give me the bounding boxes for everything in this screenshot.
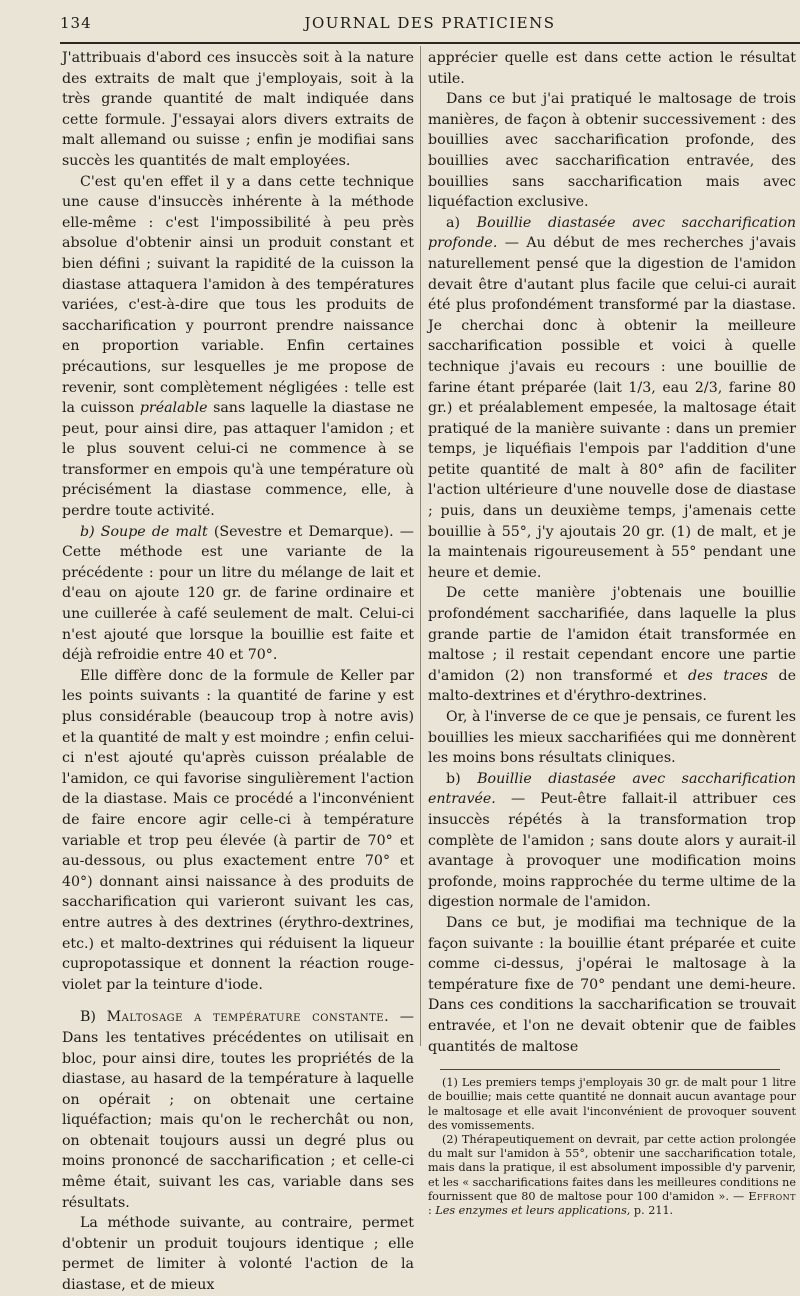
text: (Sevestre et Demarque). — Cette méthode est une variante de la précédente : pour un litre du mélange de lait et d'eau on ajoute 120 gr. de farine ordinaire et une cuillerée à café seulement de malt. Celui-ci n'est ajouté que lorsque la bouillie est faite et déjà refroidie entre 40 et 70°.	[62, 523, 414, 664]
paragraph	[428, 213, 796, 584]
text: b)	[446, 770, 478, 787]
text: — Dans les tentatives précédentes on utilisait en bloc, pour ainsi dire, toutes les propriétés de la diastase, au hasard de la température à laquelle on opérait ; on obtenait une certaine liquéfaction; mais qu'on le recherchât ou non, on obtenait toujours aussi un degré plus ou moins prononcé de saccharification ; et celle-ci même était, suivant les cas, variable dans ses résultats.	[62, 1009, 414, 1211]
subheading: Bouillie diastasée avec saccharification profonde.	[428, 214, 796, 252]
section-paragraph	[62, 1007, 414, 1213]
text: (2) Thérapeutiquement on devrait, par cette action prolongée du malt sur l'amidon à 55°, obtenir une saccharification totale, mais dans la pratique, il est absolument impossible d'y parvenir, et les « saccharifications faites dans les meilleures conditions ne fournissent que 80 de maltose pour 100 d'amidon ». —	[428, 1132, 796, 1203]
running-title: JOURNAL DES PRATICIENS	[304, 14, 556, 32]
text: :	[428, 1203, 436, 1217]
book-title: Les enzymes et leurs applications,	[435, 1203, 631, 1217]
paragraph: Elle diffère donc de la formule de Keller par les points suivants : la quantité de farine y est plus considérable (beaucoup trop à notre avis) et la quantité de malt y est moindre ; enfin celui-ci n'est ajouté qu'après cuisson préalable de l'amidon, ce qui favorise singulièrement l'action de la diastase. Mais ce procédé a l'inconvénient de faire encore agir celle-ci à température variable et trop peu élevée (à partir de 70° et au-dessous, ou plus exactement entre 70° et 40°) donnant ainsi naissance à des produits de saccharification qui varieront suivant les cas, entre autres à des dextrines (érythro-dextrines, etc.) et malto-dextrines qui réduisent la liqueur cupropotassique et donnent la réaction rouge-violet par la teinture d'iode.	[62, 667, 414, 993]
paragraph: La méthode suivante, au contraire, permet d'obtenir un produit toujours identique ; elle permet de limiter à volonté l'action de la diastase, et de mieux	[62, 1215, 414, 1294]
left-column	[62, 48, 414, 1296]
section-heading: Maltosage a température constante.	[106, 1009, 390, 1026]
text: C'est qu'en effet il y a dans cette technique une cause d'insuccès inhérente à la méthode elle-même : c'est l'impossibilité à peu près absolue d'obtenir ainsi un produit constant et bien défini ; suivant la rapidité de la cuisson la diastase attaquera l'amidon à des températures variées, c'est-à-dire que tous les produits de saccharification y pourront prendre naissance en proportion variable. Enfin certaines précautions, sur lesquelles je me propose de revenir, sont complètement négligées : telle est la cuisson	[62, 173, 414, 417]
paragraph: J'attribuais d'abord ces insuccès soit à la nature des extraits de malt que j'employais, soit à la très grande quantité de malt indiquée dans cette formule. J'essayai alors divers extraits de malt allemand ou suisse ; enfin je modifiai sans succès les quantités de malt employées.	[62, 50, 414, 169]
paragraph	[62, 172, 414, 522]
paragraph: Dans ce but j'ai pratiqué le maltosage de trois manières, de façon à obtenir successivement : des bouillies avec saccharification profonde, des bouillies avec saccharification entravée, des bouillies sans saccharification mais avec liquéfaction exclusive.	[428, 91, 796, 211]
header-rule	[60, 42, 800, 44]
footnote: (1) Les premiers temps j'employais 30 gr. de malt pour 1 litre de bouillie; mais cette quantité ne donnait aucun avantage pour le maltosage et elle avait l'inconvénient de provoquer souvent des vomissements.	[428, 1076, 796, 1132]
text: de malto-dextrines et d'érythro-dextrines.	[428, 667, 796, 705]
paragraph: apprécier quelle est dans cette action le résultat utile.	[428, 50, 796, 87]
subheading: b) Soupe de malt	[80, 523, 208, 540]
right-column	[428, 48, 796, 1218]
paragraph: Dans ce but, je modifiai ma technique de la façon suivante : la bouillie étant préparée et cuite comme ci-dessus, j'opérai le maltosage à la température fixe de 70° pendant une demi-heure. Dans ces conditions la saccharification se trouvait entravée, et l'on ne devait obtenir que de faibles quantités de maltose	[428, 914, 796, 1055]
section-letter: B)	[80, 1009, 107, 1026]
paragraph	[428, 583, 796, 707]
column-divider	[420, 46, 421, 1046]
text: a)	[446, 214, 477, 231]
page-number: 134	[60, 14, 92, 32]
text: — Au début de mes recherches j'avais naturellement pensé que la digestion de l'amidon devait être d'autant plus facile que celui-ci aurait été plus profondément transformé par la diastase. Je cherchai donc à obtenir la meilleure saccharification possible et voici à quelle technique j'avais eu recours : une bouillie de farine étant préparée (lait 1/3, eau 2/3, farine 80 gr.) et préalablement empesée, la maltosage était pratiqué de la manière suivante : dans un premier temps, je liquéfiais l'empois par l'addition d'une petite quantité de malt à 80° afin de faciliter l'action ultérieure d'une nouvelle dose de diastase ; puis, dans un deuxième temps, j'amenais cette bouillie à 55°, j'y ajoutais 20 gr. (1) de malt, et je la maintenais rigoureusement à 55° pendant une heure et demie.	[428, 235, 796, 581]
paragraph: Or, à l'inverse de ce que je pensais, ce furent les bouillies les mieux saccharifiées qui me donnèrent les moins bons résultats cliniques.	[428, 709, 796, 767]
text: De cette manière j'obtenais une bouillie profondément saccharifiée, dans laquelle la plus grande partie de l'amidon était transformée en maltose ; il restait cependant encore une partie d'amidon (2) non transformé et	[428, 585, 796, 684]
footnote-rule	[440, 1069, 780, 1070]
author-name: Effront	[748, 1189, 796, 1203]
text: sans laquelle la diastase ne peut, pour ainsi dire, pas attaquer l'amidon ; et le plus souvent celui-ci ne commence à se transformer en empois qu'à une température où précisément la diastase commence, elle, à perdre toute activité.	[62, 400, 414, 520]
page-header	[60, 10, 800, 36]
paragraph	[428, 769, 796, 913]
footnote	[428, 1133, 796, 1218]
text: p. 211.	[630, 1203, 674, 1217]
emphasis: préalable	[139, 400, 208, 417]
subheading: Bouillie diastasée avec saccharification entravée.	[428, 770, 796, 808]
emphasis: des traces	[687, 667, 768, 684]
text: — Peut-être fallait-il attribuer ces insuccès répétés à la transformation trop complète de l'amidon ; sans doute alors y aurait-il avantage à provoquer une modification moins profonde, moins rapprochée du terme ultime de la digestion normale de l'amidon.	[428, 791, 796, 911]
paragraph	[62, 522, 414, 666]
